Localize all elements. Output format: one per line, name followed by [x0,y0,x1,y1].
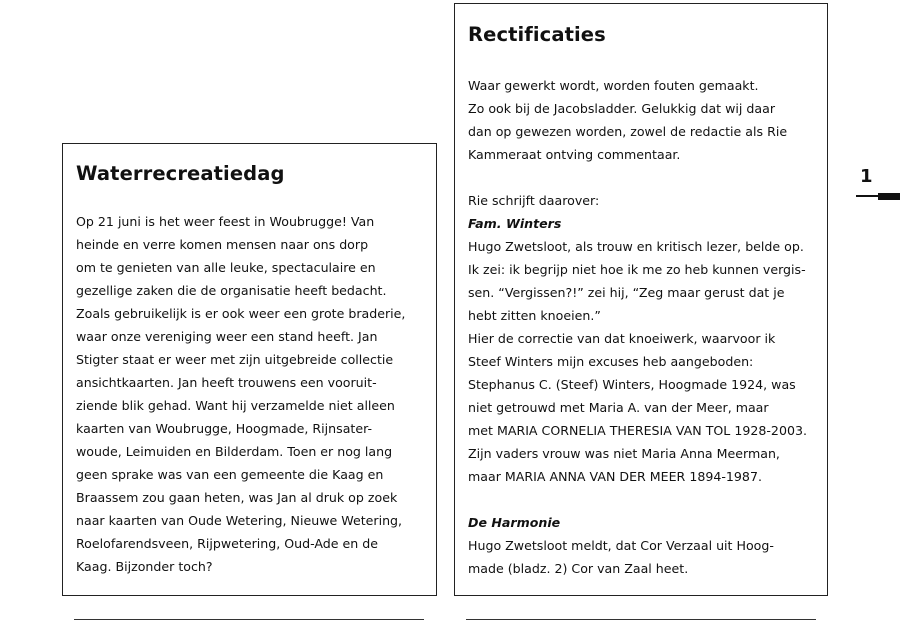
text-line: Steef Winters mijn excuses heb aangeboden: [468,354,754,369]
article-rectificaties [454,3,828,596]
text-line: ansichtkaarten. Jan heeft trouwens een vooruit- [76,375,377,390]
text-line: made (bladz. 2) Cor van Zaal heet. [468,561,689,576]
text-line: Stigter staat er weer met zijn uitgebreide collectie [76,352,394,367]
text-line: maar MARIA ANNA VAN DER MEER 1894-1987. [468,469,762,484]
article-waterrecreatiedag [62,143,437,596]
text-line: Op 21 juni is het weer feest in Woubrugge! Van [76,214,375,229]
bottom-rule-left [74,619,424,620]
page-marker-tab [878,193,900,200]
article-title: Rectificaties [468,23,606,46]
text-line: Zoals gebruikelijk is er ook weer een grote braderie, [76,306,406,321]
bottom-rule-right [466,619,816,620]
text-line: Hier de correctie van dat knoeiwerk, waarvoor ik [468,331,776,346]
text-line: kaarten van Woubrugge, Hoogmade, Rijnsater- [76,421,373,436]
text-line: Kaag. Bijzonder toch? [76,559,213,574]
text-line: geen sprake was van een gemeente die Kaag en [76,467,384,482]
article-body [468,74,819,580]
text-line: niet getrouwd met Maria A. van der Meer, maar [468,400,769,415]
text-line: Hugo Zwetsloot, als trouw en kritisch lezer, belde op. [468,239,804,254]
text-line: hebt zitten knoeien.” [468,308,601,323]
text-line: met MARIA CORNELIA THERESIA VAN TOL 1928-2003. [468,423,807,438]
text-line: om te genieten van alle leuke, spectaculaire en [76,260,376,275]
article-body [76,210,428,578]
text-line: heinde en verre komen mensen naar ons dorp [76,237,369,252]
page-number: 1 [860,166,873,187]
lead-in-line: Rie schrijft daarover: [468,193,600,208]
text-line: Braassem zou gaan heten, was Jan al druk op zoek [76,490,398,505]
text-line: woude, Leimuiden en Bilderdam. Toen er nog lang [76,444,393,459]
text-line: waar onze vereniging weer een stand heeft. Jan [76,329,378,344]
text-line: sen. “Vergissen?!” zei hij, “Zeg maar gerust dat je [468,285,785,300]
page-marker-line [856,195,880,197]
text-line: dan op gewezen worden, zowel de redactie als Rie [468,124,788,139]
text-line: Zijn vaders vrouw was niet Maria Anna Meerman, [468,446,780,461]
text-line: ziende blik gehad. Want hij verzamelde niet alleen [76,398,395,413]
subheading-fam-winters: Fam. Winters [468,216,562,231]
text-line: Stephanus C. (Steef) Winters, Hoogmade 1924, was [468,377,796,392]
paragraph-gap [468,488,819,511]
text-line: Kammeraat ontving commentaar. [468,147,681,162]
subheading-de-harmonie: De Harmonie [468,515,561,530]
text-line: Zo ook bij de Jacobsladder. Gelukkig dat wij daar [468,101,776,116]
article-title: Waterrecreatiedag [76,162,285,185]
paragraph-gap [468,166,819,189]
text-line: Waar gewerkt wordt, worden fouten gemaakt. [468,78,759,93]
text-line: gezellige zaken die de organisatie heeft bedacht. [76,283,387,298]
text-line: Ik zei: ik begrijp niet hoe ik me zo heb kunnen vergis- [468,262,806,277]
text-line: Hugo Zwetsloot meldt, dat Cor Verzaal uit Hoog- [468,538,774,553]
text-line: naar kaarten van Oude Wetering, Nieuwe Wetering, [76,513,403,528]
text-line: Roelofarendsveen, Rijpwetering, Oud-Ade en de [76,536,379,551]
